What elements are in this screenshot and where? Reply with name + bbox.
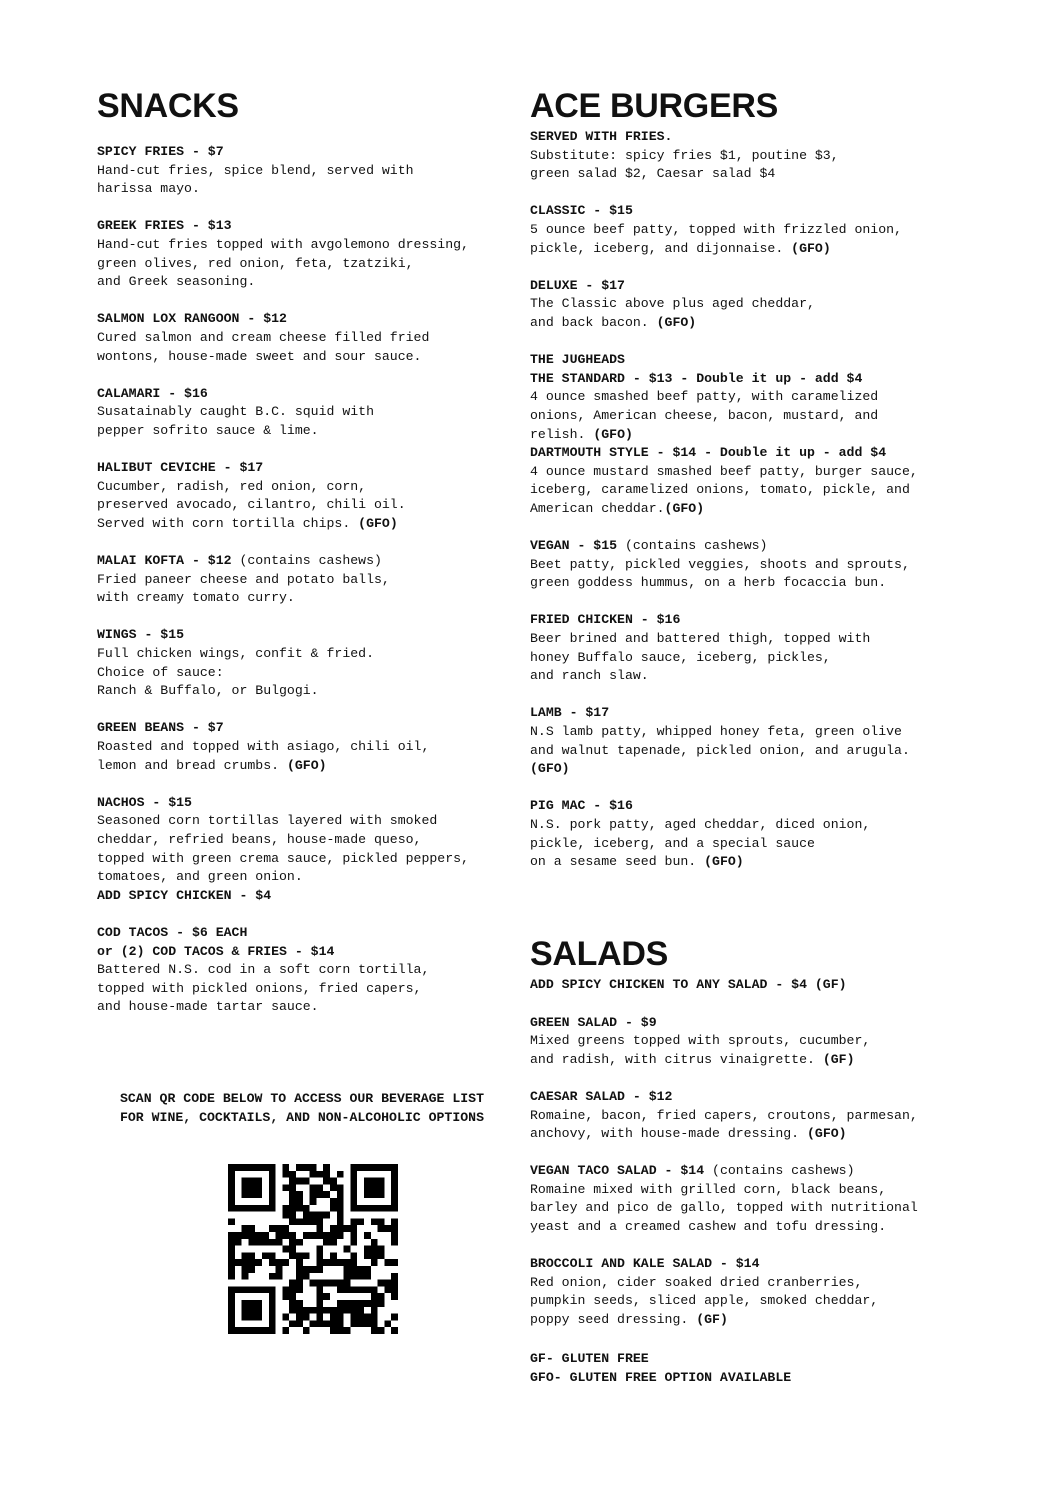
menu-item-title: WINGS - $15 bbox=[97, 627, 185, 643]
gluten-tag: (GFO) bbox=[656, 314, 697, 330]
menu-item-title: NACHOS - $15 bbox=[97, 794, 192, 810]
burgers-list-2 bbox=[530, 537, 970, 872]
menu-item-title: BROCCOLI AND KALE SALAD - $14 bbox=[530, 1256, 760, 1272]
burgers-column bbox=[530, 88, 970, 1348]
menu-item-title: LAMB - $17 bbox=[530, 705, 610, 721]
gluten-tag: (GFO) bbox=[791, 240, 831, 256]
menu-item bbox=[97, 143, 507, 199]
menu-item-title: DELUXE - $17 bbox=[530, 277, 625, 293]
menu-item-description: Battered N.S. cod in a soft corn tortilla, topped with pickled onions, fried capers, and house-made tartar sauce. bbox=[97, 962, 430, 1015]
menu-item-description: Romaine mixed with grilled corn, black beans, barley and pico de gallo, topped with nutritional yeast and a creamed cashew and tofu dressing. bbox=[530, 1181, 918, 1235]
burgers-heading: ACE BURGERS bbox=[530, 87, 778, 125]
snacks-list bbox=[97, 143, 507, 1017]
dartmouth-title: DARTMOUTH STYLE - $14 - Double it up - add $4 bbox=[530, 445, 887, 461]
gluten-tag: (GF) bbox=[696, 1312, 728, 1328]
menu-item-title: GREEN BEANS - $7 bbox=[97, 720, 224, 736]
salads-heading: SALADS bbox=[530, 935, 668, 974]
menu-item bbox=[530, 202, 970, 258]
served-with-fries: SERVED WITH FRIES. bbox=[530, 129, 673, 144]
menu-item bbox=[97, 310, 507, 366]
menu-item-title: CLASSIC - $15 bbox=[530, 203, 633, 219]
menu-item-title: GREEN SALAD - $9 bbox=[530, 1014, 657, 1030]
menu-item bbox=[97, 385, 507, 441]
menu-item bbox=[97, 459, 507, 533]
menu-item bbox=[97, 924, 507, 1017]
menu-item-description: Beet patty, pickled veggies, shoots and sprouts, green goddess hummus, on a herb focaccia bun. bbox=[530, 556, 910, 591]
menu-item-title: FRIED CHICKEN - $16 bbox=[530, 612, 681, 628]
gluten-tag: (GFO) bbox=[807, 1126, 847, 1142]
menu-item-title: MALAI KOFTA - $12 (contains cashews) bbox=[97, 553, 382, 569]
menu-item-description: Cured salmon and cream cheese filled fried wontons, house-made sweet and sour sauce. bbox=[97, 329, 430, 364]
menu-item bbox=[530, 1162, 970, 1236]
menu-item-description: N.S. pork patty, aged cheddar, diced onion, pickle, iceberg, and a special sauce on a sesame seed bun. (GFO) bbox=[530, 816, 871, 870]
menu-item-description: Roasted and topped with asiago, chili oil, lemon and bread crumbs. (GFO) bbox=[97, 739, 430, 773]
menu-item-title: GREEK FRIES - $13 bbox=[97, 218, 232, 234]
standard-title: THE STANDARD - $13 - Double it up - add $4 bbox=[530, 370, 863, 386]
menu-item-description: Fried paneer cheese and potato balls, with creamy tomato curry. bbox=[97, 571, 390, 606]
menu-item bbox=[530, 704, 970, 778]
menu-item bbox=[530, 277, 970, 333]
jugheads-group bbox=[530, 351, 970, 518]
salad-addon: ADD SPICY CHICKEN TO ANY SALAD - $4 (GF) bbox=[530, 977, 847, 993]
gluten-tag: (GF) bbox=[822, 1051, 855, 1067]
qr-code-icon[interactable] bbox=[228, 1164, 398, 1334]
menu-item bbox=[530, 611, 970, 685]
menu-item-title: SALMON LOX RANGOON - $12 bbox=[97, 311, 287, 327]
menu-item-title: VEGAN TACO SALAD - $14 (contains cashews) bbox=[530, 1163, 855, 1179]
gluten-tag: (GFO) bbox=[286, 757, 327, 773]
menu-item bbox=[530, 1088, 970, 1144]
salads-list bbox=[530, 1014, 970, 1330]
gluten-tag: (GFO) bbox=[704, 854, 744, 870]
menu-item-description: Seasoned corn tortillas layered with smoked cheddar, refried beans, house-made queso, topped with green crema sauce, pickled peppers, tomatoes, and green onion. bbox=[97, 813, 469, 885]
menu-item-description: 5 ounce beef patty, topped with frizzled onion, pickle, iceberg, and dijonnaise. (GFO) bbox=[530, 221, 902, 256]
menu-item-description: Hand-cut fries, spice blend, served with harissa mayo. bbox=[97, 162, 414, 197]
menu-item-description: Beer brined and battered thigh, topped with honey Buffalo sauce, iceberg, pickles, and ranch slaw. bbox=[530, 631, 871, 684]
menu-item bbox=[97, 794, 507, 906]
menu-item bbox=[97, 217, 507, 291]
menu-item-title: COD TACOS - $6 EACH or (2) COD TACOS & FRIES - $14 bbox=[97, 924, 335, 959]
menu-item-addon: ADD SPICY CHICKEN - $4 bbox=[97, 887, 272, 903]
menu-item-description: Cucumber, radish, red onion, corn, preserved avocado, cilantro, chili oil. Served with corn tortilla chips. (GFO) bbox=[97, 478, 406, 531]
snacks-column bbox=[97, 88, 507, 1036]
menu-item-description: Romaine, bacon, fried capers, croutons, parmesan, anchovy, with house-made dressing. (GFO) bbox=[530, 1107, 918, 1142]
snacks-heading: SNACKS bbox=[97, 87, 239, 125]
burgers-list bbox=[530, 202, 970, 332]
menu-item bbox=[97, 626, 507, 700]
gluten-tag: (GFO) bbox=[358, 515, 398, 531]
menu-item-description: Full chicken wings, confit & fried. Choice of sauce: Ranch & Buffalo, or Bulgogi. bbox=[97, 646, 374, 699]
menu-item-title: HALIBUT CEVICHE - $17 bbox=[97, 460, 264, 476]
qr-notice: SCAN QR CODE BELOW TO ACCESS OUR BEVERAGE LIST FOR WINE, COCKTAILS, AND NON-ALCOHOLIC OPTIONS bbox=[119, 1091, 485, 1125]
menu-item bbox=[530, 1014, 970, 1070]
menu-item-description: Red onion, cider soaked dried cranberries, pumpkin seeds, sliced apple, smoked cheddar, poppy seed dressing. (GF) bbox=[530, 1274, 879, 1328]
gluten-legend: GF- GLUTEN FREE GFO- GLUTEN FREE OPTION AVAILABLE bbox=[530, 1351, 792, 1385]
menu-item-description: Mixed greens topped with sprouts, cucumber, and radish, with citrus vinaigrette. (GF) bbox=[530, 1033, 871, 1067]
menu-item-description: Susatainably caught B.C. squid with pepper sofrito sauce & lime. bbox=[97, 404, 374, 438]
menu-item bbox=[530, 797, 970, 871]
menu-item-description: Hand-cut fries topped with avgolemono dressing, green olives, red onion, feta, tzatziki, and Greek seasoning. bbox=[97, 236, 469, 290]
menu-item bbox=[530, 1255, 970, 1329]
menu-item-title: SPICY FRIES - $7 bbox=[97, 144, 224, 159]
menu-item bbox=[97, 719, 507, 775]
menu-item-title: CALAMARI - $16 bbox=[97, 385, 208, 401]
menu-item-title: PIG MAC - $16 bbox=[530, 798, 633, 814]
menu-item bbox=[97, 552, 507, 608]
menu-item-description: The Classic above plus aged cheddar, and back bacon. (GFO) bbox=[530, 296, 815, 330]
menu-item-title: CAESAR SALAD - $12 bbox=[530, 1088, 673, 1104]
menu-item bbox=[530, 537, 970, 593]
substitute-note: Substitute: spicy fries $1, poutine $3, green salad $2, Caesar salad $4 bbox=[530, 147, 839, 182]
menu-item-title: VEGAN - $15 (contains cashews) bbox=[530, 538, 768, 554]
standard-desc: 4 ounce smashed beef patty, with caramelized onions, American cheese, bacon, mustard, and relish. (GFO) bbox=[530, 389, 879, 442]
menu-item-description: N.S lamb patty, whipped honey feta, green olive and walnut tapenade, pickled onion, and arugula. (GFO) bbox=[530, 724, 910, 777]
jugheads-heading: THE JUGHEADS bbox=[530, 352, 625, 368]
dartmouth-desc: 4 ounce mustard smashed beef patty, burger sauce, iceberg, caramelized onions, tomato, pickle, and American cheddar.(GFO) bbox=[530, 463, 918, 516]
gluten-tag: (GFO) bbox=[530, 761, 570, 777]
